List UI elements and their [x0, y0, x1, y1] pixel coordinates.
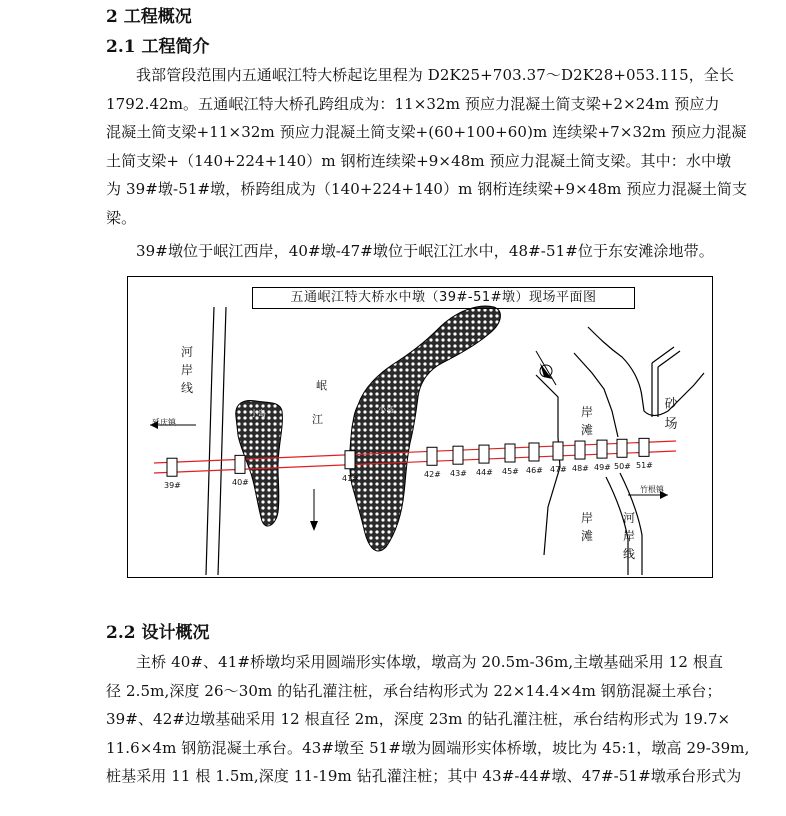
design-paragraph: [106, 648, 750, 791]
intro-paragraph: [106, 61, 748, 232]
pier-label: 40#: [232, 478, 249, 488]
pier-label: 43#: [450, 469, 467, 479]
design-line: 11.6×4m 钢筋混凝土承台。43#墩至 51#墩为圆端形实体桥墩，坡比为 45:1，墩高 29-39m,: [106, 738, 750, 757]
pier-label: 49#: [594, 463, 611, 473]
intro-line: 我部管段范围内五通岷江特大桥起讫里程为 D2K25+703.37～D2K28+053.115，全长: [136, 66, 735, 84]
pier-50: [617, 439, 627, 457]
pier-44: [479, 445, 489, 463]
pier-label: 50#: [614, 462, 631, 472]
pier-label: 47#: [550, 464, 567, 474]
island-left-label: 小岛: [250, 409, 266, 418]
beach-lower-label: 岸滩: [580, 511, 593, 543]
pier-label: 39#: [164, 481, 181, 491]
subsection-heading-design: 2.2 设计概况: [106, 623, 210, 643]
section-heading: 2 工程概况: [106, 7, 192, 27]
left-bank-line: [218, 307, 226, 575]
pier-label: 51#: [636, 461, 653, 471]
pier-label: 45#: [502, 466, 519, 476]
pier-46: [529, 443, 539, 461]
site-plan-figure: [127, 276, 713, 578]
pier-location-text: 39#墩位于岷江西岸，40#墩-47#墩位于岷江江水中，48#-51#位于东安滩涂地带。: [136, 242, 714, 260]
pier-label: 44#: [476, 468, 493, 478]
pier-label: 41#: [342, 473, 359, 483]
pier-48: [575, 441, 585, 459]
intro-line: 土简支梁+（140+224+140）m 钢桁连续梁+9×48m 预应力混凝土简支梁。其中：水中墩: [106, 151, 732, 170]
intro-line: 为 39#墩-51#墩，桥跨组成为（140+224+140）m 钢桁连续梁+9×48m 预应力混凝土简支: [106, 180, 748, 198]
design-line: 径 2.5m,深度 26～30m 的钻孔灌注桩，承台结构形式为 22×14.4×4m 钢筋混凝土承台；: [106, 681, 722, 700]
north-arrow-icon: [536, 351, 556, 385]
intro-line: 梁。: [106, 208, 137, 227]
pier-label: 48#: [572, 464, 589, 474]
beach-upper-label: 岸滩: [580, 405, 593, 437]
left-bank-line: [206, 307, 214, 575]
direction-left-label: 延庆镇: [152, 418, 176, 427]
design-line: 主桥 40#、41#桥墩均采用圆端形实体墩，墩高为 20.5m-36m,主墩基础采用 12 根直: [136, 653, 724, 671]
pier-43: [453, 446, 463, 464]
design-line: 桩基采用 11 根 1.5m,深度 11-19m 钻孔灌注桩；其中 43#-44#墩、47#-51#墩承台形式为: [106, 767, 742, 785]
direction-right-label: 竹根镇: [640, 485, 664, 494]
pier-45: [505, 444, 515, 462]
island-center: [350, 306, 501, 551]
left-bank-label: 河岸线: [180, 345, 193, 395]
right-bank-label: 河岸线: [622, 511, 635, 561]
pier-42: [427, 447, 437, 465]
river-label-2: 江: [312, 413, 323, 426]
pier-label: 46#: [526, 465, 543, 475]
pier-40: [235, 455, 245, 473]
figure-title: 五通岷江特大桥水中墩（39#-51#墩）现场平面图: [252, 287, 635, 309]
pier-39: [167, 458, 177, 476]
pier-location-paragraph: [106, 237, 714, 266]
sand-yard-label: 砂场: [664, 397, 678, 432]
flow-arrow-icon: [310, 489, 318, 531]
intro-line: 混凝土简支梁+11×32m 预应力混凝土简支梁+(60+100+60)m 连续梁+7×32m 预应力混凝: [106, 123, 747, 141]
island-center-label: 小岛: [378, 405, 394, 414]
subsection-heading-overview: 2.1 工程简介: [106, 37, 210, 57]
pier-41: [345, 451, 355, 469]
river-label: 岷: [316, 379, 327, 392]
pier-49: [597, 440, 607, 458]
pier-label: 42#: [424, 470, 441, 480]
pier-51: [639, 438, 649, 456]
beach-line: [588, 327, 704, 416]
intro-line: 1792.42m。五通岷江特大桥孔跨组成为：11×32m 预应力混凝土简支梁+2×24m 预应力: [106, 94, 720, 113]
design-line: 39#、42#边墩基础采用 12 根直径 2m，深度 23m 的钻孔灌注桩，承台结构形式为 19.7×: [106, 710, 731, 728]
pier-47: [553, 442, 563, 460]
